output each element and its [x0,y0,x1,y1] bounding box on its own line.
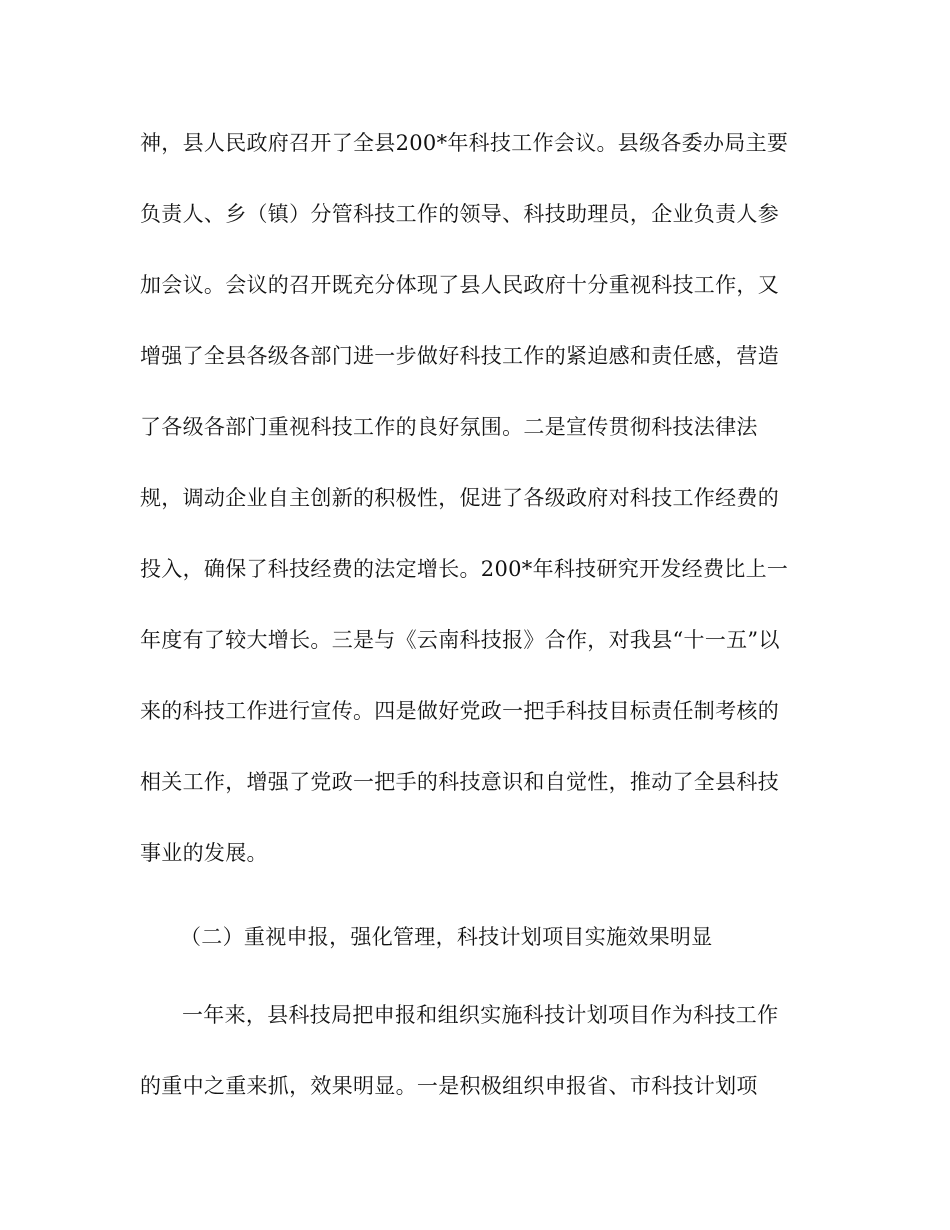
text-line-3: 加会议。会议的召开既充分体现了县人民政府十分重视科技工作，又 [140,273,779,297]
paragraph-2-line-2: 的重中之重来抓，效果明显。一是积极组织申报省、市科技计划项 [140,1074,758,1098]
paragraph-2-line-1: 一年来，县科技局把申报和组织实施科技计划项目作为科技工作 [182,1003,779,1027]
text-line-7: 投入，确保了科技经费的法定增长。200*年科技研究开发经费比上一 [140,557,789,581]
text-line-10: 相关工作，增强了党政一把手的科技意识和自觉性，推动了全县科技 [140,770,779,794]
text-line-11: 事业的发展。 [140,841,268,865]
text-line-2: 负责人、乡（镇）分管科技工作的领导、科技助理员，企业负责人参 [140,202,779,226]
text-line-8: 年度有了较大增长。三是与《云南科技报》合作，对我县“十一五”以 [140,628,780,652]
text-line-4: 增强了全县各级各部门进一步做好科技工作的紧迫感和责任感，营造 [140,344,779,368]
text-line-9: 来的科技工作进行宣传。四是做好党政一把手科技目标责任制考核的 [140,699,779,723]
text-line-6: 规，调动企业自主创新的积极性，促进了各级政府对科技工作经费的 [140,486,779,510]
text-line-1: 神，县人民政府召开了全县200*年科技工作会议。县级各委办局主要 [140,131,789,155]
text-line-5: 了各级各部门重视科技工作的良好氛围。二是宣传贯彻科技法律法 [140,415,758,439]
section-heading: （二）重视申报，强化管理，科技计划项目实施效果明显 [180,925,713,949]
